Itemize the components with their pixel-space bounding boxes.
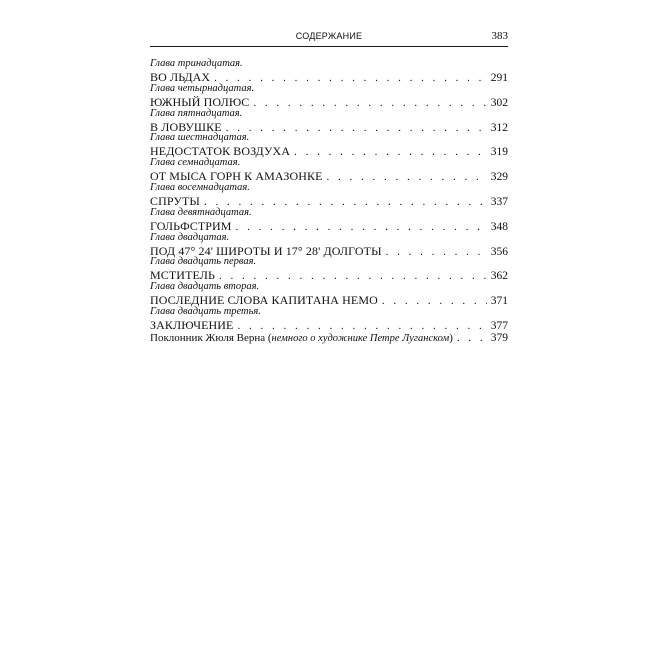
toc-row [150, 268, 508, 281]
chapter-title: СПРУТЫ [150, 193, 200, 208]
chapter-title: НЕДОСТАТОК ВОЗДУХА [150, 144, 291, 159]
dot-leader [226, 122, 487, 134]
chapter-page: 319 [490, 146, 508, 159]
toc-entry[interactable] [150, 207, 508, 232]
toc-entry[interactable] [150, 157, 508, 182]
dot-leader [236, 221, 487, 233]
toc-row [150, 293, 508, 306]
toc-row [150, 194, 508, 207]
chapter-title: МСТИТЕЛЬ [150, 268, 216, 283]
appendix-title: Поклонник Жюля Верна (немного о художнике Петре Луганском) [150, 331, 453, 344]
chapter-label: Глава двадцать первая. [150, 256, 257, 268]
chapter-page: 291 [490, 72, 508, 84]
chapter-page: 371 [490, 295, 508, 308]
dot-leader [294, 146, 487, 158]
chapter-label: Глава девятнадцатая. [150, 206, 252, 218]
toc-entry[interactable] [150, 281, 508, 306]
dot-leader [219, 270, 487, 282]
dot-leader [238, 320, 487, 332]
dot-leader [327, 171, 487, 183]
page-header [150, 30, 508, 47]
toc-entry[interactable] [150, 108, 508, 133]
chapter-label: Глава двадцать третья. [150, 305, 261, 317]
chapter-title: ГОЛЬФСТРИМ [150, 218, 232, 233]
chapter-title: ОТ МЫСА ГОРН К АМАЗОНКЕ [150, 169, 323, 184]
chapter-title: В ЛОВУШКЕ [150, 119, 222, 134]
dot-leader [214, 72, 487, 84]
dot-leader [382, 295, 487, 307]
dot-leader [386, 246, 487, 258]
dot-leader [457, 332, 487, 344]
chapter-page: 377 [490, 319, 508, 332]
toc-entry[interactable] [150, 182, 508, 207]
chapter-title: ПОСЛЕДНИЕ СЛОВА КАПИТАНА НЕМО [150, 293, 378, 308]
chapter-label: Глава двадцать вторая. [150, 281, 260, 293]
chapter-page: 348 [490, 220, 508, 233]
toc-entry[interactable] [150, 58, 508, 83]
chapter-page: 329 [490, 171, 508, 184]
chapter-title: ЮЖНЫЙ ПОЛЮС [150, 94, 250, 109]
toc-entry[interactable] [150, 132, 508, 157]
running-title: СОДЕРЖАНИЕ [295, 31, 363, 41]
toc-entry[interactable] [150, 83, 508, 108]
chapter-label: Глава пятнадцатая. [150, 107, 243, 119]
chapter-label: Глава восемнадцатая. [150, 181, 250, 193]
chapter-title: ЗАКЛЮЧЕНИЕ [150, 317, 234, 332]
chapter-page: 337 [490, 195, 508, 208]
chapter-page: 302 [490, 96, 508, 109]
toc-row [150, 219, 508, 232]
chapter-page: 312 [490, 121, 508, 134]
appendix-entry[interactable] [150, 332, 508, 344]
chapter-title: ВО ЛЬДАХ [150, 70, 211, 84]
toc-row [150, 144, 508, 157]
chapter-label: Глава шестнадцатая. [150, 132, 250, 144]
table-of-contents [150, 58, 508, 344]
toc-row [150, 244, 508, 257]
toc-row [150, 120, 508, 133]
toc-row [150, 70, 508, 83]
chapter-page: 362 [490, 270, 508, 283]
chapter-label: Глава четырнадцатая. [150, 82, 255, 94]
chapter-page: 356 [490, 245, 508, 258]
chapter-label: Глава семнадцатая. [150, 157, 241, 169]
chapter-title: ПОД 47° 24' ШИРОТЫ И 17° 28' ДОЛГОТЫ [150, 243, 382, 258]
toc-entry[interactable] [150, 232, 508, 257]
chapter-label: Глава двадцатая. [150, 231, 230, 243]
toc-row [150, 169, 508, 182]
appendix-page: 379 [490, 331, 508, 344]
toc-entry[interactable] [150, 256, 508, 281]
appendix-subtitle: немного о художнике Петре Луганском [271, 332, 450, 344]
chapter-label: Глава тринадцатая. [150, 58, 243, 69]
toc-row [150, 95, 508, 108]
toc-entry[interactable] [150, 306, 508, 331]
toc-row [150, 318, 508, 331]
dot-leader [253, 97, 486, 109]
page-number: 383 [491, 30, 508, 42]
